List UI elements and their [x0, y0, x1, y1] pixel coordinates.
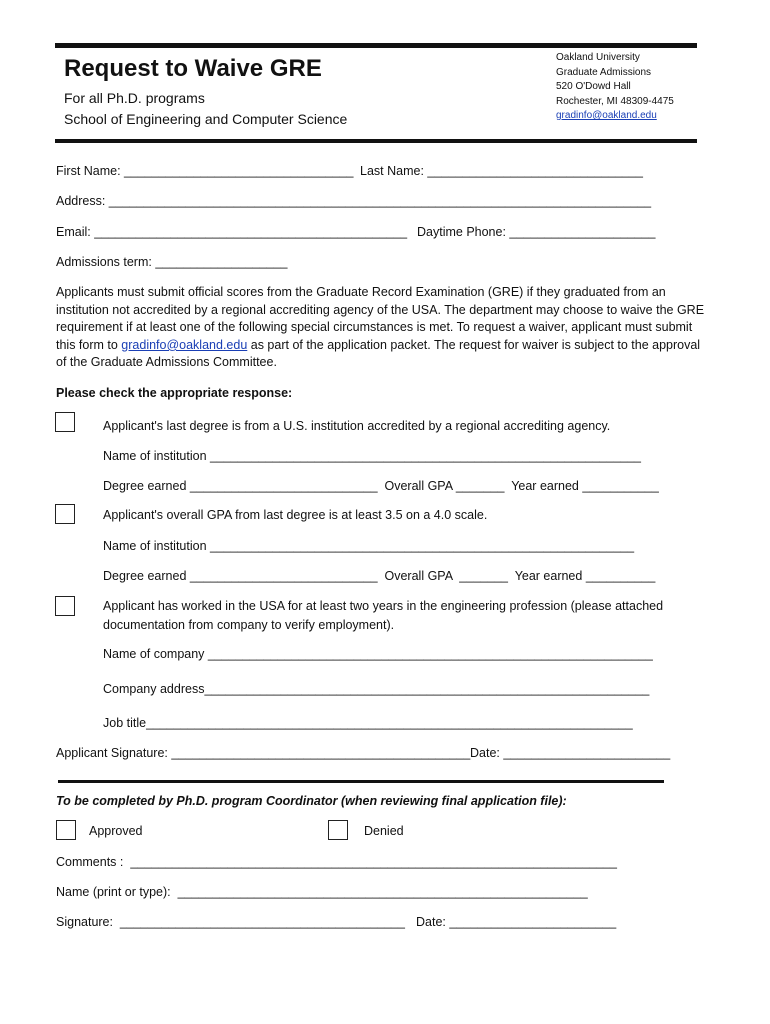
contact-email-link[interactable]: gradinfo@oakland.edu [556, 110, 657, 121]
top-rule [55, 43, 697, 48]
option1-checkbox[interactable] [55, 412, 75, 432]
option2-institution-field[interactable]: Name of institution _____________________________________________________________ [103, 539, 635, 553]
address-line: Rochester, MI 48309-4475 [556, 95, 674, 107]
option1-institution-field[interactable]: Name of institution ______________________________________________________________ [103, 449, 642, 463]
denied-checkbox[interactable] [328, 820, 348, 840]
admissions-term-field[interactable]: Admissions term: ___________________ [56, 255, 288, 269]
applicant-signature-field[interactable]: Applicant Signature: ___________________________________________ [56, 746, 471, 760]
intro-text-end: as part of the application packet. The request for waiver is subject to the approval of the Graduate Admissions Committee. [56, 337, 701, 370]
company-address-field[interactable]: Company address________________________________________________________________ [103, 682, 650, 696]
option2-checkbox[interactable] [55, 504, 75, 524]
comments-field[interactable]: Comments : ______________________________________________________________________ [56, 855, 617, 869]
address-line: Oakland University [556, 52, 640, 63]
applicant-date-field[interactable]: Date: ________________________ [470, 746, 671, 760]
option2-label: Applicant's overall GPA from last degree is at least 3.5 on a 4.0 scale. [103, 508, 488, 522]
option1-degree-field[interactable]: Degree earned ___________________________ Overall GPA _______ Year earned ___________ [103, 479, 659, 493]
intro-paragraph [56, 284, 706, 372]
denied-label: Denied [364, 824, 404, 838]
first-name-field[interactable]: First Name: _________________________________ [56, 164, 354, 178]
approved-label: Approved [89, 824, 143, 838]
option1-label: Applicant's last degree is from a U.S. institution accredited by a regional accrediting agency. [103, 419, 611, 433]
option3-label-continued: documentation from company to verify employment). [103, 618, 395, 632]
section-divider [58, 780, 664, 783]
coordinator-signature-field[interactable]: Signature: _________________________________________ [56, 915, 405, 929]
address-line: 520 O'Dowd Hall [556, 81, 631, 92]
address-line: Graduate Admissions [556, 66, 652, 78]
address-field[interactable]: Address: ______________________________________________________________________________ [56, 194, 652, 208]
header-bottom-rule [55, 139, 697, 143]
instruction-heading: Please check the appropriate response: [56, 386, 293, 400]
approved-checkbox[interactable] [56, 820, 76, 840]
option2-degree-field[interactable]: Degree earned ___________________________ Overall GPA _______ Year earned __________ [103, 569, 656, 583]
coordinator-heading: To be completed by Ph.D. program Coordinator (when reviewing final application file): [56, 794, 567, 808]
intro-text: Applicants must submit official scores from the Graduate Record Examination (GRE) if they graduated from an institution not accredited by a regional accrediting agency of the USA. The department may choose to waive the GRE requirement if at least one of the following special circumstances is met. To request a waiver, applicant must submit this form to [56, 285, 705, 352]
job-title-field[interactable]: Job title______________________________________________________________________ [103, 716, 633, 730]
form-subtitle-school: School of Engineering and Computer Science [64, 111, 348, 127]
intro-email-link[interactable]: gradinfo@oakland.edu [121, 337, 248, 352]
form-title: Request to Waive GRE [64, 55, 322, 82]
option3-label: Applicant has worked in the USA for at least two years in the engineering profession (please attached [103, 599, 664, 613]
daytime-phone-field[interactable]: Daytime Phone: _____________________ [417, 225, 656, 239]
email-field[interactable]: Email: _____________________________________________ [56, 225, 408, 239]
address-block [556, 51, 674, 124]
last-name-field[interactable]: Last Name: _______________________________ [360, 164, 643, 178]
coordinator-date-field[interactable]: Date: ________________________ [416, 915, 617, 929]
company-name-field[interactable]: Name of company ________________________________________________________________ [103, 647, 653, 661]
coordinator-name-field[interactable]: Name (print or type): ___________________________________________________________ [56, 885, 588, 899]
option3-checkbox[interactable] [55, 596, 75, 616]
form-subtitle-programs: For all Ph.D. programs [64, 90, 205, 106]
